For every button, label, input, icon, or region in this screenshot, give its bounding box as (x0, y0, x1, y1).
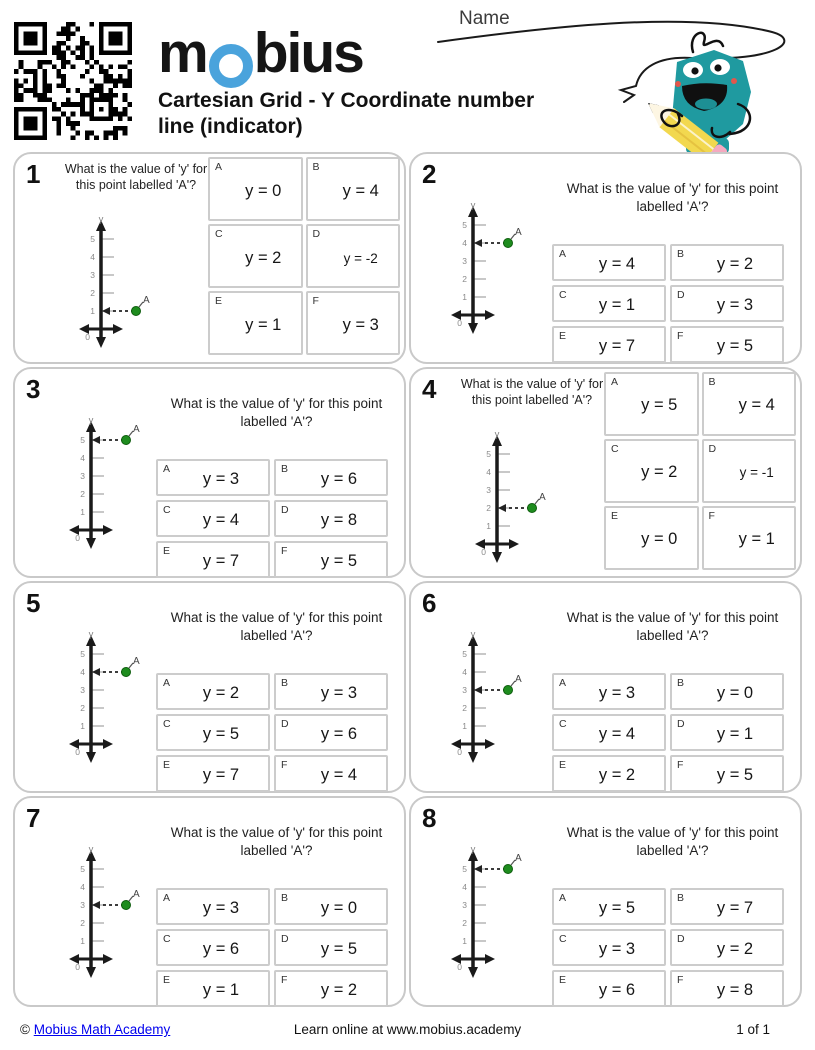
answer-value: y = 4 (598, 725, 636, 743)
answer-value: y = 2 (716, 255, 754, 273)
answer-value: y = 3 (598, 684, 636, 702)
mascot-tongue (695, 99, 717, 110)
mascot-cheek (731, 78, 737, 84)
answer-letter: F (677, 330, 684, 342)
tick-label: 1 (462, 721, 467, 731)
answer-letter: D (677, 289, 685, 301)
tick-label: 5 (80, 434, 85, 445)
mascot-arm (730, 104, 750, 134)
mobius-logo (158, 22, 363, 84)
point-dot (504, 864, 513, 873)
tick-label: 1 (80, 721, 85, 731)
numberline-graphic (445, 629, 560, 772)
question-prompt: What is the value of 'y' for this point labelled 'A'? (566, 610, 779, 644)
answer-cell (306, 157, 401, 221)
answer-value: y = 4 (320, 766, 358, 784)
question-box (13, 581, 406, 793)
answer-value: y = 4 (738, 396, 775, 414)
tick-label: 3 (80, 470, 85, 481)
answer-value: y = 4 (342, 181, 379, 200)
answer-letter: A (559, 677, 567, 689)
answer-value: y = 6 (598, 980, 636, 999)
answer-value: y = 3 (202, 469, 240, 488)
answer-cell (604, 439, 699, 503)
tick-label: 5 (462, 863, 467, 874)
numberline-graphic (469, 429, 584, 572)
answer-cell (156, 459, 270, 496)
tick-label: 3 (462, 899, 467, 910)
answer-value: y = 2 (716, 939, 754, 958)
worksheet-title-line1: Cartesian Grid - Y Coordinate number (158, 89, 535, 112)
answer-letter: A (163, 462, 171, 475)
answer-value: y = 2 (202, 684, 240, 702)
axis-label: y (470, 843, 476, 855)
answer-cell (702, 506, 797, 570)
answer-letter: F (677, 973, 684, 986)
tick-label: 3 (462, 256, 467, 266)
axis-label: y (470, 200, 476, 211)
tick-label: 0 (457, 318, 462, 328)
axis-label: y (88, 629, 94, 640)
answer-value: y = 6 (202, 939, 240, 958)
answer-cell (604, 372, 699, 436)
mascot-hand (661, 110, 682, 126)
tick-label: 0 (457, 747, 462, 757)
answer-cell (670, 755, 784, 792)
tick-label: 2 (80, 488, 85, 499)
answer-grid (604, 372, 796, 570)
answer-letter: E (611, 509, 619, 522)
tick-label: 4 (462, 238, 467, 248)
question-number: 8 (422, 802, 437, 833)
tick-label: 3 (80, 685, 85, 695)
tick-label: 0 (457, 961, 462, 972)
tick-label: 1 (462, 292, 467, 302)
answer-cell (156, 888, 270, 925)
mascot-eye (714, 64, 721, 71)
answer-value: y = 1 (202, 980, 240, 999)
answer-cell (156, 673, 270, 710)
point-dot (122, 900, 131, 909)
answer-value: y = 3 (202, 898, 240, 917)
tick-label: 0 (75, 747, 80, 757)
answer-cell (274, 500, 388, 537)
qr-code (14, 22, 132, 140)
tick-label: 4 (462, 881, 467, 892)
answer-value: y = 7 (716, 898, 754, 917)
question-number: 6 (422, 588, 437, 618)
answer-grid (552, 244, 784, 363)
answer-cell (306, 224, 401, 288)
mascot-hand (712, 128, 730, 137)
answer-value: y = 0 (641, 530, 678, 548)
answer-cell (670, 714, 784, 751)
answer-letter: E (163, 973, 171, 986)
point-label: A (515, 227, 522, 238)
question-number: 1 (26, 159, 41, 189)
answer-cell (552, 888, 666, 925)
question-prompt: What is the value of 'y' for this point labelled 'A'? (64, 162, 208, 193)
answer-cell (670, 970, 784, 1007)
answer-value: y = 6 (320, 725, 358, 743)
answer-value: y = 5 (598, 898, 636, 917)
mascot-cheek (675, 81, 681, 87)
answer-letter: A (163, 891, 171, 904)
answer-value: y = 3 (598, 939, 636, 958)
answer-value: y = 2 (598, 766, 636, 784)
axis-label: y (88, 414, 94, 426)
copyright-link[interactable]: Mobius Math Academy (33, 1022, 171, 1037)
answer-cell (274, 888, 388, 925)
answer-letter: B (677, 677, 685, 689)
tick-label: 1 (462, 935, 467, 946)
point-label: A (515, 852, 522, 864)
answer-value: y = 7 (202, 551, 240, 570)
answer-cell (274, 970, 388, 1007)
answer-letter: C (163, 932, 171, 945)
answer-cell (552, 326, 666, 363)
logo-letter-o-icon (209, 36, 253, 80)
answer-value: y = 1 (738, 530, 775, 548)
question-box (13, 152, 406, 364)
question-number: 4 (422, 373, 437, 404)
answer-value: y = 6 (320, 469, 358, 488)
answer-value: y = 4 (202, 510, 240, 529)
tick-label: 3 (462, 685, 467, 695)
tick-label: 4 (486, 466, 491, 477)
question-number: 3 (26, 373, 41, 404)
answer-letter: D (677, 932, 685, 945)
numberline-graphic (73, 214, 188, 357)
question-box (409, 581, 802, 793)
name-label: Name (459, 8, 510, 29)
axis-label: y (470, 629, 476, 640)
answer-cell (670, 244, 784, 281)
point-dot (122, 435, 131, 444)
point-label: A (133, 888, 140, 900)
answer-cell (156, 970, 270, 1007)
tick-label: 2 (80, 917, 85, 928)
answer-letter: C (559, 932, 567, 945)
tick-label: 5 (90, 234, 95, 244)
answer-value: y = 8 (320, 510, 358, 529)
answer-letter: D (677, 718, 685, 730)
answer-grid (208, 157, 400, 355)
point-dot (504, 686, 513, 695)
point-label: A (143, 295, 150, 306)
question-number: 5 (26, 588, 41, 618)
question-box (409, 367, 802, 579)
copyright-symbol: © (20, 1022, 30, 1037)
tick-label: 1 (80, 506, 85, 517)
answer-value: y = 0 (320, 898, 358, 917)
tick-label: 1 (90, 306, 95, 316)
question-prompt: What is the value of 'y' for this point labelled 'A'? (170, 395, 383, 429)
answer-cell (156, 500, 270, 537)
point-dot (504, 239, 513, 248)
answer-cell (156, 929, 270, 966)
answer-letter: E (215, 295, 223, 307)
answer-letter: F (677, 759, 684, 771)
answer-cell (552, 244, 666, 281)
questions-grid (13, 152, 802, 1007)
answer-cell (156, 755, 270, 792)
answer-cell (670, 285, 784, 322)
answer-value: y = 1 (716, 725, 754, 743)
point-label: A (133, 423, 140, 435)
answer-letter: A (559, 248, 567, 260)
answer-cell (670, 929, 784, 966)
answer-cell (208, 157, 303, 221)
question-prompt: What is the value of 'y' for this point labelled 'A'? (566, 824, 779, 858)
answer-value: y = 1 (245, 315, 282, 334)
tick-label: 3 (90, 270, 95, 280)
tick-label: 5 (462, 649, 467, 659)
answer-cell (552, 673, 666, 710)
answer-letter: A (215, 161, 223, 173)
tick-label: 2 (486, 502, 491, 513)
answer-cell (274, 714, 388, 751)
question-prompt: What is the value of 'y' for this point labelled 'A'? (170, 610, 383, 644)
answer-value: y = 7 (598, 337, 636, 355)
tick-label: 5 (462, 220, 467, 230)
answer-value: y = 5 (641, 396, 678, 414)
mascot-eye (691, 67, 698, 74)
question-box (409, 796, 802, 1008)
answer-value: y = -1 (739, 465, 774, 480)
point-dot (122, 668, 131, 677)
answer-value: y = 7 (202, 766, 240, 784)
tick-label: 5 (80, 649, 85, 659)
answer-letter: A (163, 677, 171, 689)
answer-value: y = 4 (598, 255, 636, 273)
question-box (409, 152, 802, 364)
answer-letter: E (559, 330, 567, 342)
answer-letter: D (281, 932, 289, 945)
answer-cell (552, 755, 666, 792)
footer-center-text: Learn online at www.mobius.academy (293, 1022, 522, 1037)
answer-cell (274, 673, 388, 710)
answer-letter: B (281, 677, 289, 689)
point-label: A (515, 674, 522, 685)
answer-cell (670, 888, 784, 925)
answer-letter: B (677, 891, 685, 904)
answer-value: y = -2 (343, 250, 378, 266)
answer-letter: D (281, 718, 289, 730)
tick-label: 5 (80, 863, 85, 874)
tick-label: 2 (90, 288, 95, 298)
answer-letter: E (163, 759, 171, 771)
answer-letter: B (281, 462, 289, 475)
answer-letter: A (611, 375, 619, 388)
answer-letter: F (312, 295, 319, 307)
axis-label: y (494, 428, 500, 440)
answer-letter: C (611, 442, 619, 455)
answer-letter: A (559, 891, 567, 904)
tick-label: 4 (80, 452, 85, 463)
worksheet-title-line2: line (indicator) (158, 115, 303, 139)
answer-letter: B (708, 375, 716, 388)
question-box (13, 796, 406, 1008)
mascot-hair (692, 33, 723, 52)
answer-value: y = 5 (320, 939, 358, 958)
answer-value: y = 0 (716, 684, 754, 702)
answer-value: y = 0 (245, 181, 282, 200)
answer-letter: C (559, 718, 567, 730)
tick-label: 4 (80, 667, 85, 677)
answer-letter: F (281, 544, 288, 557)
answer-letter: B (281, 891, 289, 904)
tick-label: 0 (85, 332, 90, 342)
question-prompt: What is the value of 'y' for this point labelled 'A'? (170, 824, 383, 858)
answer-letter: F (708, 509, 715, 522)
answer-letter: D (312, 228, 321, 240)
page-count: 1 of 1 (736, 1022, 770, 1037)
tick-label: 3 (80, 899, 85, 910)
answer-value: y = 8 (716, 980, 754, 999)
answer-letter: B (677, 248, 685, 260)
mascot-body (672, 50, 751, 142)
tick-label: 4 (90, 252, 95, 262)
question-box (13, 367, 406, 579)
tick-label: 2 (80, 703, 85, 713)
question-number: 7 (26, 802, 41, 833)
mascot-mouth (682, 83, 727, 111)
answer-value: y = 2 (245, 248, 282, 267)
answer-letter: C (163, 718, 171, 730)
point-dot (132, 307, 141, 316)
answer-value: y = 3 (320, 684, 358, 702)
tick-label: 3 (486, 484, 491, 495)
answer-cell (274, 459, 388, 496)
answer-letter: E (163, 544, 171, 557)
answer-cell (208, 224, 303, 288)
answer-letter: F (281, 759, 288, 771)
tick-label: 2 (462, 703, 467, 713)
question-number: 2 (422, 159, 437, 189)
answer-cell (208, 291, 303, 355)
answer-cell (274, 929, 388, 966)
answer-cell (156, 714, 270, 751)
answer-grid (156, 888, 388, 1007)
answer-value: y = 1 (598, 296, 636, 314)
tick-label: 0 (75, 961, 80, 972)
tick-label: 5 (486, 448, 491, 459)
answer-letter: E (559, 759, 567, 771)
answer-cell (552, 929, 666, 966)
answer-grid (156, 459, 388, 578)
logo-text-m: m (158, 21, 207, 85)
pencil-icon (641, 94, 729, 160)
answer-cell (702, 439, 797, 503)
answer-letter: C (559, 289, 567, 301)
axis-label: y (98, 214, 104, 225)
answer-value: y = 5 (202, 725, 240, 743)
point-dot (528, 503, 537, 512)
answer-letter: D (281, 503, 289, 516)
answer-letter: C (163, 503, 171, 516)
tick-label: 4 (462, 667, 467, 677)
answer-letter: E (559, 973, 567, 986)
answer-letter: C (215, 228, 223, 240)
answer-value: y = 5 (320, 551, 358, 570)
answer-cell (604, 506, 699, 570)
answer-cell (702, 372, 797, 436)
question-prompt: What is the value of 'y' for this point labelled 'A'? (566, 181, 779, 215)
answer-letter: F (281, 973, 288, 986)
answer-value: y = 2 (320, 980, 358, 999)
answer-value: y = 2 (641, 463, 678, 481)
answer-grid (156, 673, 388, 792)
answer-value: y = 3 (342, 315, 379, 334)
answer-cell (274, 541, 388, 578)
numberline-graphic (445, 200, 560, 343)
tick-label: 1 (80, 935, 85, 946)
point-label: A (539, 491, 546, 503)
point-label: A (133, 656, 140, 667)
tick-label: 2 (462, 917, 467, 928)
question-prompt: What is the value of 'y' for this point labelled 'A'? (460, 376, 604, 407)
tick-label: 4 (80, 881, 85, 892)
answer-value: y = 5 (716, 766, 754, 784)
answer-letter: D (708, 442, 717, 455)
answer-cell (670, 673, 784, 710)
answer-letter: B (312, 161, 320, 173)
tick-label: 0 (75, 532, 80, 543)
answer-cell (552, 714, 666, 751)
answer-cell (306, 291, 401, 355)
answer-value: y = 5 (716, 337, 754, 355)
answer-cell (156, 541, 270, 578)
answer-grid (552, 888, 784, 1007)
answer-cell (552, 970, 666, 1007)
answer-grid (552, 673, 784, 792)
tick-label: 1 (486, 520, 491, 531)
axis-label: y (88, 843, 94, 855)
answer-cell (552, 285, 666, 322)
answer-cell (274, 755, 388, 792)
worksheet-title (158, 88, 628, 141)
tick-label: 2 (462, 274, 467, 284)
numberline-graphic (445, 844, 560, 987)
tick-label: 0 (481, 546, 486, 557)
logo-text-bius: bius (253, 21, 363, 85)
answer-cell (670, 326, 784, 363)
answer-value: y = 3 (716, 296, 754, 314)
